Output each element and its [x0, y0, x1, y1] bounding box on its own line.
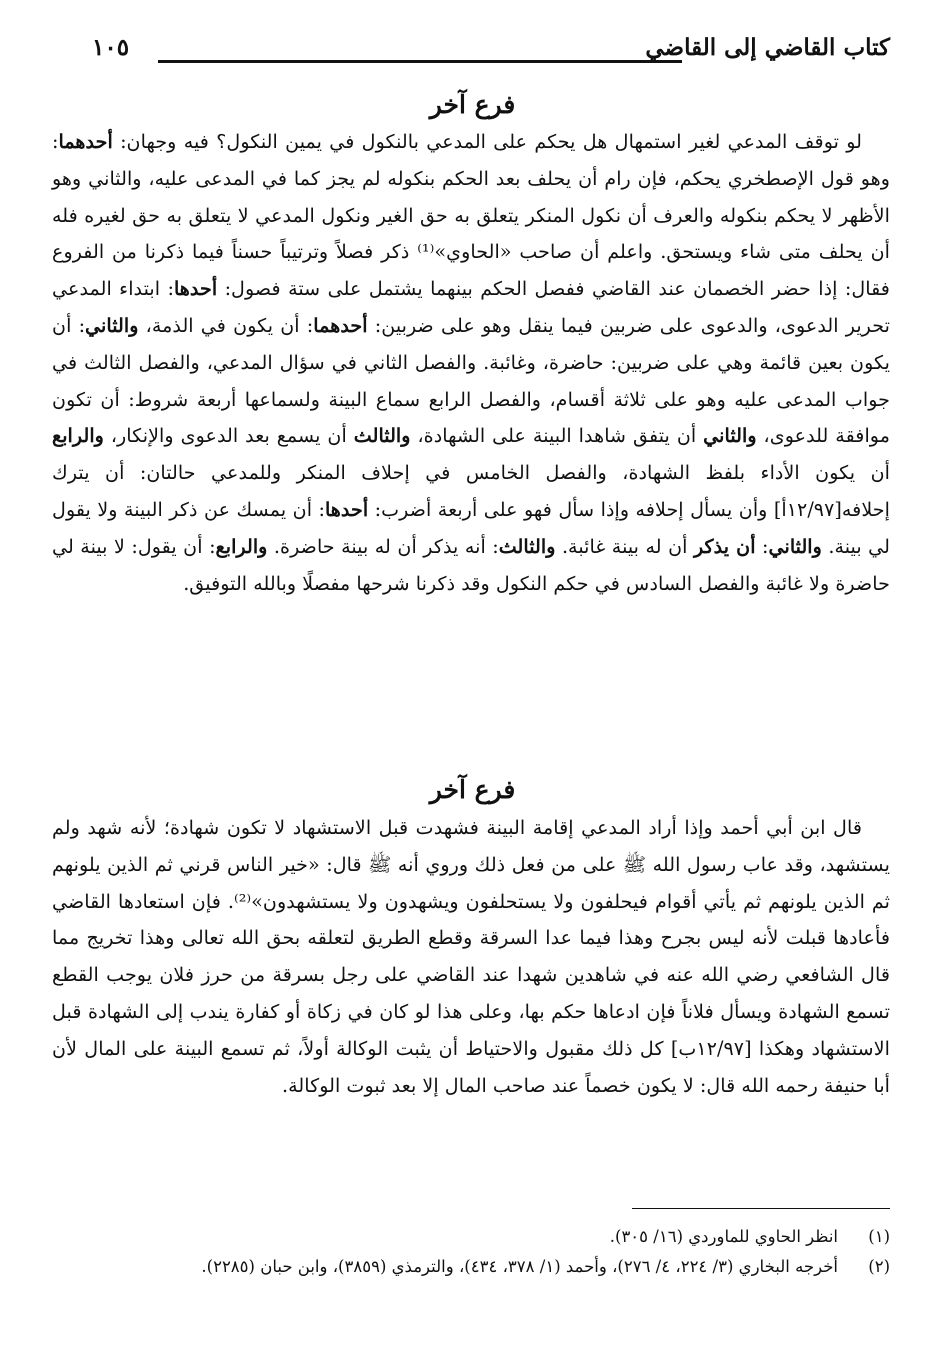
bold-term: والرابع — [215, 534, 268, 558]
section-heading-1: فرع آخر — [429, 90, 516, 119]
footnote-number: (٢) — [868, 1257, 890, 1276]
footnotes — [52, 1222, 890, 1282]
running-header — [92, 34, 890, 74]
bold-term: أحدها — [324, 497, 369, 521]
text-run: : ابتداء المدعي تحرير الدعوى، والدعوى على ضربين فيما ينقل وهو على ضربين: — [52, 277, 890, 337]
text-run: : أن يمسك عن ذكر البينة ولا يقول لي بينة. — [52, 497, 890, 558]
footnote-1 — [52, 1222, 890, 1252]
text-run: أن يسمع بعد الدعوى والإنكار، — [103, 424, 354, 448]
text-run: أن يكون الأداء بلفظ الشهادة، والفصل الخامس في إحلاف المنكر وللمدعي حالتان: أن يترك إحلافه[١٢/٩٧أ] وأن يسأل إحلافه وإذا سأل فهو على أربعة أضرب: — [52, 461, 890, 521]
book-title: كتاب القاضي إلى القاضي — [645, 34, 890, 61]
bold-term: والثالث — [498, 534, 556, 558]
bold-term: والثاني — [768, 534, 822, 558]
page-number: ١٠٥ — [92, 34, 130, 61]
bold-term: والثاني — [85, 313, 139, 337]
section-2-paragraph: قال ابن أبي أحمد وإذا أراد المدعي إقامة البينة فشهدت قبل الاستشهاد لا تكون شهادة؛ لأنه شهد ولم يستشهد، وقد عاب رسول الله ﷺ على من فعل ذلك وروي أنه ﷺ قال: «خير الناس قرني ثم الذين يلونهم ثم الذين يلونهم ثم يأتي أقوام فيحلفون ولا يستحلفون ويشهدون ولا يستشهدون»⁽²⁾. فإن استعادها القاضي فأعادها قبلت لأنه ليس بجرح وهذا فيما عدا السرقة وقطع الطريق لتعلقه بحق الله تعالى وهذا تخريج مما قال الشافعي رضي الله عنه في شاهدين شهدا عند القاضي على رجل بسرقة من حرز فلان يوجب القطع تسمع الشهادة ويسأل فلاناً فإن ادعاها حكم بها، وعلى هذا لو كان في زكاة أو كفارة يندب إلى الشهادة قبل الاستشهاد وهكذا [١٢/٩٧ب] كل ذلك مقبول والاحتياط أن يثبت الوكالة أولاً، ثم تسمع البينة على المال لأن أبا حنيفة رحمه الله قال: لا يكون خصماً عند صاحب المال إلا بعد ثبوت الوكالة. — [52, 816, 891, 1097]
bold-term: أحدهما — [58, 130, 113, 153]
text-run: : وهو قول الإصطخري يحكم، فإن رام أن يحلف بعد الحكم بنكوله لم يجز كما في المدعى عليه، والثاني وهو الأظهر لا يحكم بنكوله والعرف أن نكول المنكر يتعلق به حق الغير ونكول المدعي لا يتعلق به حق لغيره فله أن يحلف متى شاء ويستحق. واعلم أن صاحب «الحاوي»⁽¹⁾ ذكر فصلاً وترتيباً حسناً فيما ذكرنا من الفروع فقال: إذا حضر الخصمان عند القاضي ففصل الحكم بينهما يشتمل على ستة فصول: — [52, 130, 891, 301]
section-1-body — [52, 124, 890, 602]
bold-term: والثالث — [353, 424, 411, 448]
bold-term: أحدهما — [313, 313, 368, 337]
footnote-2 — [52, 1252, 890, 1282]
text-run: : أن يقول: لا بينة لي حاضرة ولا غائبة والفصل السادس في حكم النكول وقد ذكرنا شرحها مفصلًا وبالله التوفيق. — [52, 534, 890, 595]
footnote-text: انظر الحاوي للماوردي (١٦/ ٣٠٥). — [609, 1227, 838, 1246]
text-run: لو توقف المدعي لغير استمهال هل يحكم على المدعي بالنكول في يمين النكول؟ فيه وجهان: — [112, 130, 862, 153]
bold-term: أن يذكر — [693, 534, 756, 558]
bold-term: أحدها — [173, 277, 218, 301]
section-1-paragraph — [52, 124, 890, 602]
text-run: أن له بينة غائبة. — [555, 534, 694, 558]
footnote-number: (١) — [868, 1227, 890, 1246]
header-rule — [158, 60, 682, 63]
footnote-separator — [632, 1208, 890, 1209]
bold-term: والرابع — [52, 424, 104, 448]
text-run: : — [755, 534, 769, 558]
text-run: : أنه يذكر أن له بينة حاضرة. — [267, 534, 499, 558]
footnote-text: أخرجه البخاري (٣/ ٢٢٤، ٤/ ٢٧٦)، وأحمد (١/ ٣٧٨، ٤٣٤)، والترمذي (٣٨٥٩)، وابن حبان (٢٢٨٥). — [201, 1257, 838, 1276]
section-2-body — [52, 810, 890, 1104]
section-heading-2: فرع آخر — [429, 775, 516, 804]
text-run: : أن يكون في الذمة، — [138, 313, 314, 337]
bold-term: والثاني — [703, 424, 757, 448]
text-run: : أن يكون بعين قائمة وهي على ضربين: حاضرة، وغائبة. والفصل الثاني في سؤال المدعي، والفصل الثالث في جواب المدعى عليه وهو على ثلاثة أقسام، والفصل الرابع سماع البينة ولسماعها أربعة شروط: أن تكون موافقة للدعوى، — [52, 313, 890, 448]
text-run: أن يتفق شاهدا البينة على الشهادة، — [410, 424, 704, 448]
